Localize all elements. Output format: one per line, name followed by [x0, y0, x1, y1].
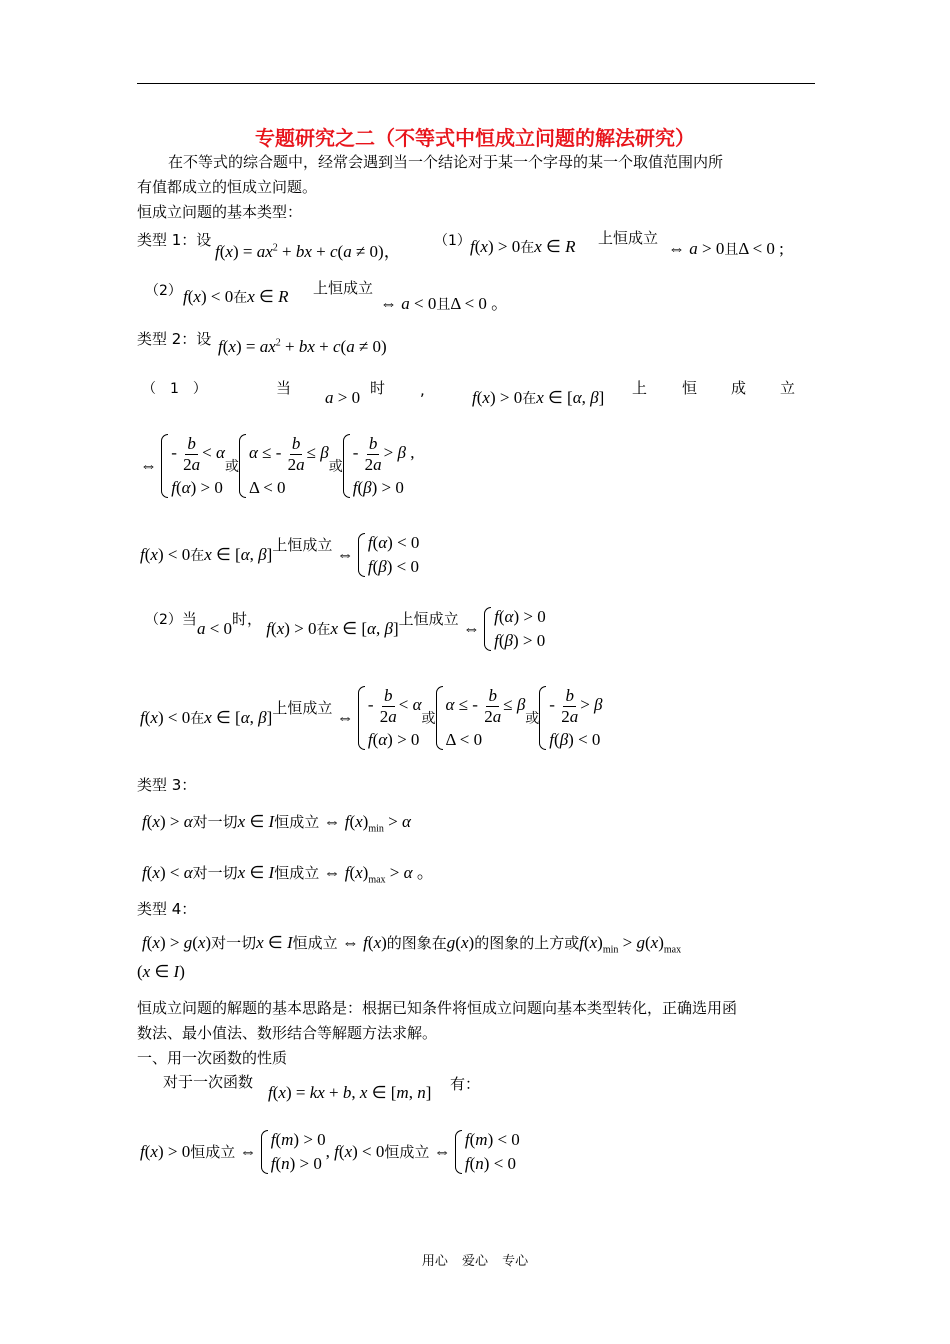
- type1-formula: $f(x) = ax^2$ + bx + c(a ≠ 0)，: [215, 242, 401, 261]
- type1-case2-holds: 上恒成立: [313, 279, 374, 297]
- shang-char: 上: [632, 379, 648, 397]
- type3-formula-1: f(x) > α对一切x ∈ I恒成立 ⇔ $f(x)_{min} > \alpha$: [142, 812, 411, 835]
- linear-intro: 对于一次函数: [163, 1073, 254, 1091]
- zai-text: 在: [190, 548, 205, 564]
- type1-case2-formula: f(x) < 0在x ∈ R: [183, 287, 289, 306]
- page-footer: 用心 爱心 专心: [421, 1254, 529, 1269]
- zai-text: 在: [520, 240, 535, 256]
- type1-label: 类型 1：设: [137, 231, 212, 249]
- huo-text: 或: [525, 711, 540, 728]
- system-9: f(m) > 0 f(n) > 0: [261, 1130, 326, 1174]
- qie-text: 且: [724, 242, 739, 258]
- summary-line-1: 恒成立问题的解题的基本思路是：根据已知条件将恒成立问题向基本类型转化，正确选用函: [137, 999, 738, 1017]
- huo-text: 或: [421, 711, 436, 728]
- type2-case2-negative: f(x) < 0在x ∈ [α, β] 上恒成立 ⇔ - $\frac{b}{2a}$ < α f(α) > 0 或 α ≤ - $\frac{b}{2a}$ ≤ β Δ < 0 或 - $\frac{b}{2a}$ > β f(β) < 0: [140, 686, 603, 750]
- shi-text: 时，: [232, 609, 263, 628]
- type2-case1-negative: f(x) < 0在x ∈ [α, β] 上恒成立 ⇔ f(α) < 0 f(β) < 0: [140, 533, 420, 576]
- summary-line-2: 数法、最小值法、数形结合等解题方法求解。: [137, 1024, 438, 1042]
- type4-label: 类型 4：: [137, 900, 197, 918]
- qie-text: 且: [436, 297, 451, 313]
- dui-yi-qie-text: 对一切: [192, 864, 238, 882]
- system-3: - $\frac{b}{2a}$ > β , f(β) > 0: [343, 434, 415, 498]
- header-rule: [137, 83, 815, 84]
- system-10: f(m) < 0 f(n) < 0: [455, 1130, 520, 1174]
- type2-case1-systems: ⇔ - $\frac{b}{2a}$ < α f(α) > 0 或 α ≤ - $\frac{b}{2a}$ ≤ β Δ < 0 或 - $\frac{b}{2a}$ > β , f(β) > 0: [140, 434, 415, 498]
- heng-cheng-li-text: 恒成立: [292, 934, 338, 952]
- heng-cheng-li-text: 恒成立: [384, 1142, 430, 1161]
- heng-char: 恒: [682, 379, 698, 397]
- type1-case2-label: （2）: [145, 283, 182, 299]
- heng-cheng-li-text: 恒成立: [190, 1142, 236, 1161]
- type2-case1-shi: 时: [370, 379, 386, 397]
- li-char: 立: [780, 379, 796, 397]
- dui-yi-qie-text: 对一切: [192, 813, 238, 831]
- holds-text: 上恒成立: [272, 698, 333, 717]
- huo-text: 或: [224, 459, 239, 476]
- dang-text: 当: [181, 609, 197, 628]
- type4-domain: (x ∈ I): [137, 962, 185, 981]
- intro-line-2: 有值都成立的恒成立问题。: [137, 178, 318, 196]
- type1-case1-condition: ⇔ a > 0且Δ < 0 ;: [668, 239, 784, 258]
- type3-label: 类型 3：: [137, 776, 197, 794]
- huo-text: 或: [328, 459, 343, 476]
- system-8: - $\frac{b}{2a}$ > β f(β) < 0: [539, 686, 602, 750]
- type2-case2: （2） 当 a < 0 时， f(x) > 0在x ∈ [α, β] 上恒成立 ⇔ f(α) > 0 f(β) > 0: [145, 607, 546, 650]
- system-4: f(α) < 0 f(β) < 0: [358, 533, 420, 577]
- type3-formula-2: f(x) < α对一切x ∈ I恒成立 ⇔ $f(x)_{max} > \alpha$ 。: [142, 863, 434, 886]
- heng-cheng-li-text: 恒成立: [274, 813, 320, 831]
- system-6: - $\frac{b}{2a}$ < α f(α) > 0: [358, 686, 422, 750]
- zai-text: 在: [233, 290, 248, 306]
- section-heading-1: 一、用一次函数的性质: [137, 1049, 288, 1067]
- comma: ,: [420, 381, 425, 399]
- linear-conditions: f(x) > 0 恒成立 ⇔ f(m) > 0 f(n) > 0 , f(x) < 0 恒成立 ⇔ f(m) < 0 f(n) < 0: [140, 1130, 520, 1173]
- zai-text: 在: [190, 711, 205, 728]
- type2-case1-dang: 当: [276, 379, 292, 397]
- basic-types-heading: 恒成立问题的基本类型：: [137, 203, 303, 221]
- graph-text: 的图象在: [386, 934, 447, 952]
- type4-formula: f(x) > g(x)对一切x ∈ I恒成立 ⇔ f(x)的图象在g(x)的图象的上方或$f(x)_{min} > g(x)_{max}$: [142, 933, 682, 956]
- type1-case1-holds: 上恒成立: [598, 229, 659, 247]
- type2-label: 类型 2：设: [137, 330, 212, 348]
- graph-above-text: 的图象的上方或: [474, 934, 580, 952]
- type2-case1-cond: a > 0: [325, 388, 361, 407]
- system-5: f(α) > 0 f(β) > 0: [484, 607, 546, 651]
- case2-label: （2）: [145, 612, 182, 628]
- type1-case1-label: （1）: [434, 233, 471, 249]
- type1-case2-condition: ⇔ a < 0且Δ < 0 。: [380, 294, 509, 313]
- system-1: - $\frac{b}{2a}$ < α f(α) > 0: [161, 434, 225, 498]
- holds-text: 上恒成立: [398, 609, 459, 628]
- type2-case1-formula: f(x) > 0在x ∈ [α, β]: [472, 388, 605, 407]
- system-7: α ≤ - $\frac{b}{2a}$ ≤ β Δ < 0: [436, 686, 526, 750]
- system-2: α ≤ - $\frac{b}{2a}$ ≤ β Δ < 0: [239, 434, 329, 498]
- heng-cheng-li-text: 恒成立: [274, 864, 320, 882]
- type2-case1-label: （ 1 ）: [142, 381, 207, 397]
- page-title: 专题研究之二（不等式中恒成立问题的解法研究）: [255, 126, 695, 150]
- type1-case1-formula: f(x) > 0在x ∈ R: [470, 237, 576, 256]
- zai-text: 在: [316, 622, 331, 638]
- type1-line: [137, 228, 211, 253]
- cheng-char: 成: [731, 379, 747, 397]
- intro-line-1: 在不等式的综合题中，经常会遇到当一个结论对于某一个字母的某一个取值范围内所: [168, 153, 724, 171]
- linear-formula: f(x) = kx + b, x ∈ [m, n]: [268, 1083, 432, 1102]
- dui-yi-qie-text: 对一切: [211, 934, 257, 952]
- holds-text: 上恒成立: [272, 535, 333, 554]
- type2-formula: $f(x) = ax^2$ + bx + c(a ≠ 0): [218, 337, 387, 356]
- linear-you: 有：: [450, 1075, 481, 1093]
- zai-text: 在: [522, 391, 537, 407]
